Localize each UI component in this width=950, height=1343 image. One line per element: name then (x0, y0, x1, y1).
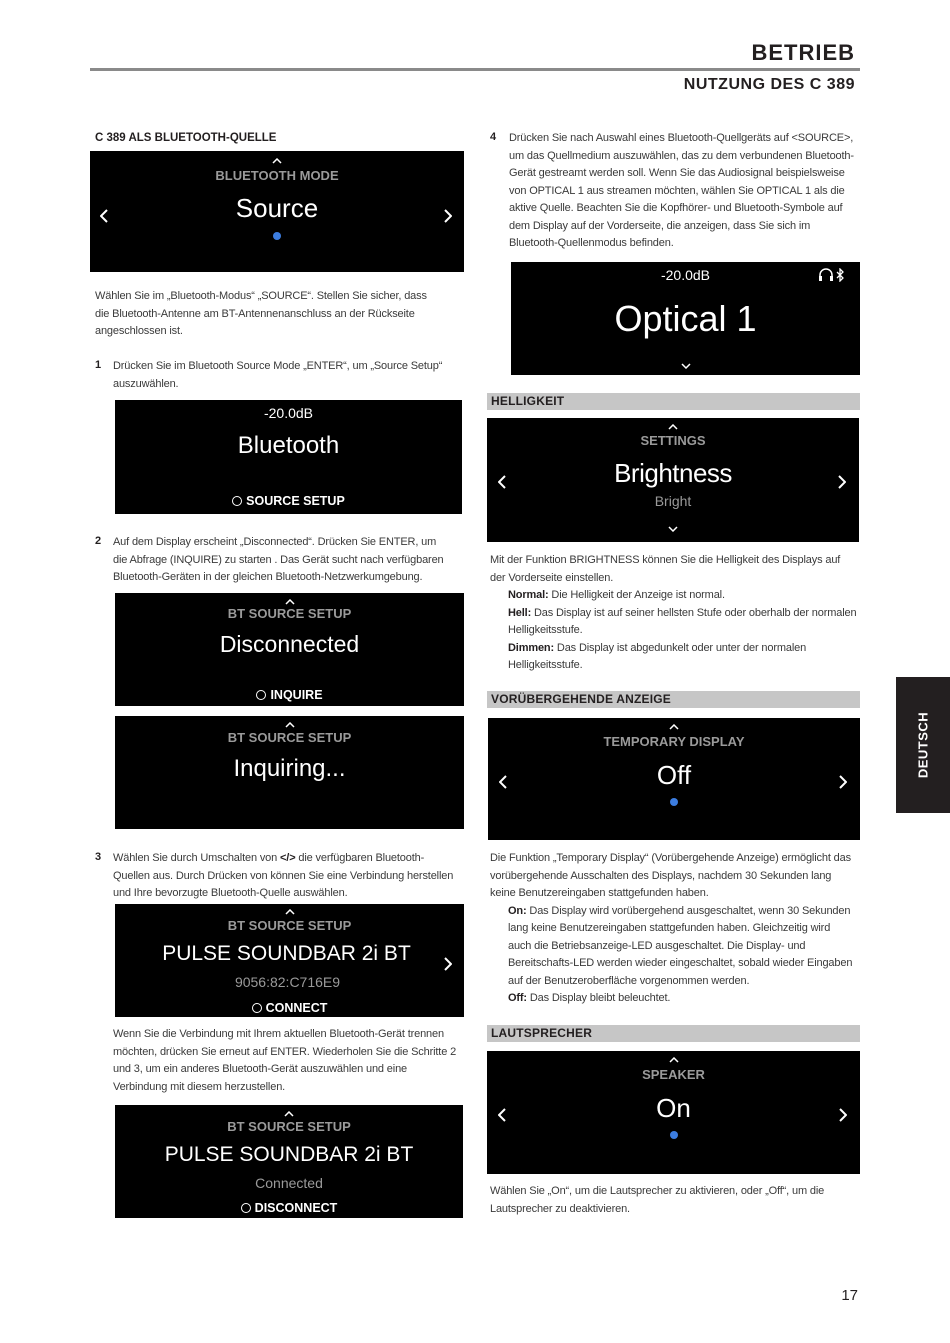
section-bar-temporary-display: VORÜBERGEHENDE ANZEIGE (487, 691, 860, 708)
nav-symbols: </> (280, 852, 296, 864)
display-label: BT SOURCE SETUP (227, 1119, 351, 1134)
caret-up-icon (272, 158, 282, 164)
chevron-right-icon (839, 1108, 847, 1122)
display-value: Inquiring... (233, 755, 346, 782)
step-number: 1 (95, 359, 102, 371)
display-value: Bluetooth (237, 432, 340, 459)
display-value: Off (656, 760, 692, 790)
enter-ring-icon (241, 1203, 251, 1213)
caret-up-icon (669, 724, 679, 730)
caret-up-icon (285, 722, 295, 728)
step-1-text: Drücken Sie im Bluetooth Source Mode „ENTER“, um „Source Setup“ auszuwählen. (113, 360, 443, 390)
display-inquiring (115, 716, 464, 829)
chevron-left-icon (498, 1108, 506, 1122)
step-number: 2 (95, 535, 102, 547)
section-bar-brightness: HELLIGKEIT (487, 393, 860, 410)
step-number: 3 (95, 851, 102, 863)
display-speaker (487, 1051, 860, 1174)
display-action-label: DISCONNECT (254, 1201, 338, 1215)
selection-dot-icon (273, 232, 281, 240)
headphone-bluetooth-icon (818, 268, 846, 282)
brightness-option: Normal: Die Helligkeit der Anzeige ist normal. (508, 589, 725, 601)
chevron-right-icon (444, 957, 452, 971)
enter-ring-icon (232, 496, 242, 506)
display-brightness (487, 418, 859, 542)
caret-up-icon (668, 424, 678, 430)
display-label: BT SOURCE SETUP (227, 730, 352, 745)
header-rule (90, 68, 860, 71)
display-value: PULSE SOUNDBAR 2i BT (162, 942, 411, 965)
caret-down-icon (681, 363, 691, 369)
display-action-label: INQUIRE (270, 688, 323, 702)
step-3-note: Wenn Sie die Verbindung mit Ihrem aktuellen Bluetooth-Gerät trennen möchten, drücken Sie erneut auf ENTER. Wiederholen Sie die Schritte 2 und 3, um ein anderes Bluetooth-Gerät auszuwählen und eine Verbindung mit diesem herzustellen. (113, 1028, 457, 1093)
step-2-text: Auf dem Display erscheint „Disconnected“. Drücken Sie ENTER, um die Abfrage (INQUIRE) zu starten . Das Gerät sucht nach verfügbaren Bluetooth-Geräten in der gleichen Bluetooth-Netzwerkumgebung. (113, 536, 444, 583)
display-label: SETTINGS (640, 433, 706, 448)
display-value: Source (235, 193, 319, 223)
caret-down-icon (668, 526, 678, 532)
display-action-label: CONNECT (265, 1001, 328, 1015)
display-connect (115, 904, 464, 1017)
display-action-label: SOURCE SETUP (246, 494, 345, 508)
caret-up-icon (285, 909, 295, 915)
step-4-text: Drücken Sie nach Auswahl eines Bluetooth-Quellgeräts auf <SOURCE>, um das Quellmedium auszuwählen, das zu dem verbundenen Bluetooth-Gerät gestreamt werden soll. Wenn Sie das Audiosignal beispielsweise von OPTICAL 1 aus streamen möchten, wählen Sie OPTICAL 1 als die aktive Quelle. Beachten Sie die Kopfhörer- und Bluetooth-Symbole auf dem Display auf der Vorderseite, die anzeigen, dass Sie sich im Bluetooth-Quellenmodus befinden. (509, 132, 854, 249)
step-number: 4 (490, 131, 497, 143)
display-value: Optical 1 (614, 298, 757, 339)
selection-dot-icon (670, 798, 678, 806)
display-temporary (488, 718, 860, 840)
display-bluetooth-source (115, 400, 462, 514)
display-value: PULSE SOUNDBAR 2i BT (164, 1143, 414, 1166)
brightness-description: Mit der Funktion BRIGHTNESS können Sie die Helligkeit des Displays auf der Vorderseite einstellen. Normal: Die Helligkeit der Anzeige ist normal. Hell: Das Display ist auf seiner hellsten Stufe oder oberhalb der normalen Helligkeitsstufe. Dimmen: Das Display ist abgedunkelt oder unter der normalen Helligkeitsstufe. (490, 552, 858, 675)
display-action (115, 1201, 463, 1215)
volume-readout: -20.0dB (263, 405, 314, 421)
enter-ring-icon (256, 690, 266, 700)
chevron-right-icon (838, 475, 846, 489)
chevron-left-icon (498, 475, 506, 489)
display-bluetooth-mode (90, 151, 464, 272)
display-disconnect (115, 1105, 463, 1218)
section-bar-speaker: LAUTSPRECHER (487, 1025, 860, 1042)
display-optical (511, 262, 860, 375)
display-value: Disconnected (219, 631, 360, 657)
display-disconnected (115, 593, 464, 706)
page-number: 17 (841, 1287, 858, 1304)
chapter-title: BETRIEB (751, 40, 855, 65)
chevron-left-icon (499, 775, 507, 789)
chevron-right-icon (444, 209, 452, 223)
volume-readout: -20.0dB (660, 267, 711, 283)
language-tab (896, 677, 950, 813)
display-value: On (656, 1093, 691, 1123)
display-action (115, 1001, 464, 1015)
display-label: SPEAKER (642, 1067, 705, 1082)
temporary-display-description: Die Funktion „Temporary Display“ (Vorübergehende Anzeige) ermöglicht das vorübergehende Ausschalten des Displays, nachdem 30 Sekunden lang keine Benutzereingaben stattgefunden haben. On: Das Display wird vorübergehend ausgeschaltet, wenn 30 Sekunden lang keine Benutzereingaben stattgefunden haben. Gleichzeitig wird auch die Betriebsanzeige-LED ausgeschaltet. Die Display- und Bereitschafts-LED werden wieder eingeschaltet, sobald wieder Eingaben auf der Benutzeroberfläche vorgenommen werden. Off: Das Display bleibt beleuchtet. (490, 850, 855, 1008)
display-label: BLUETOOTH MODE (215, 168, 339, 183)
display-action (115, 494, 462, 508)
source-key: <SOURCE> (791, 132, 851, 144)
caret-up-icon (669, 1057, 679, 1063)
caret-up-icon (284, 1111, 294, 1117)
section-title-bt-source: C 389 ALS BLUETOOTH-QUELLE (95, 132, 277, 144)
chapter-subtitle: NUTZUNG DES C 389 (683, 76, 855, 93)
display-subvalue: Bright (654, 493, 692, 509)
temporary-option: On: Das Display wird vorübergehend ausgeschaltet, wenn 30 Sekunden lang keine Benutzereingaben stattgefunden haben. Gleichzeitig wird auch die Betriebsanzeige-LED ausgeschaltet. Die Display- und Bereitschafts-LED werden wieder eingeschaltet, sobald wieder Eingaben auf der Benutzeroberfläche vorgenommen werden. (508, 904, 853, 987)
brightness-option: Hell: Das Display ist auf seiner hellsten Stufe oder oberhalb der normalen Helligkeitsstufe. (508, 606, 857, 636)
selection-dot-icon (670, 1131, 678, 1139)
enter-ring-icon (252, 1003, 262, 1013)
display-value: Brightness (614, 458, 732, 488)
speaker-description: Wählen Sie „On“, um die Lautsprecher zu aktivieren, oder „Off“, um die Lautsprecher zu deaktivieren. (490, 1185, 825, 1215)
display-label: BT SOURCE SETUP (227, 606, 352, 621)
caret-up-icon (285, 599, 295, 605)
connection-status: Connected (255, 1175, 323, 1191)
step-3-text: Wählen Sie durch Umschalten von </> die verfügbaren Bluetooth-Quellen aus. Durch Drücken von können Sie eine Verbindung herstellen und Ihre bevorzugte Bluetooth-Quelle auswählen. (113, 852, 454, 899)
temporary-option: Off: Das Display bleibt beleuchtet. (508, 992, 671, 1004)
chevron-left-icon (100, 209, 108, 223)
display-label: TEMPORARY DISPLAY (603, 734, 745, 749)
chevron-right-icon (839, 775, 847, 789)
language-tab-label: DEUTSCH (915, 711, 931, 779)
display-action (115, 688, 464, 702)
intro-paragraph: Wählen Sie im „Bluetooth-Modus“ „SOURCE“. Stellen Sie sicher, dass die Bluetooth-Antenne am BT-Antennenanschluss an der Rückseite angeschlossen ist. (95, 290, 427, 337)
display-label: BT SOURCE SETUP (227, 918, 352, 933)
brightness-option: Dimmen: Das Display ist abgedunkelt oder unter der normalen Helligkeitsstufe. (508, 641, 807, 671)
device-address: 9056:82:C716E9 (234, 974, 341, 990)
